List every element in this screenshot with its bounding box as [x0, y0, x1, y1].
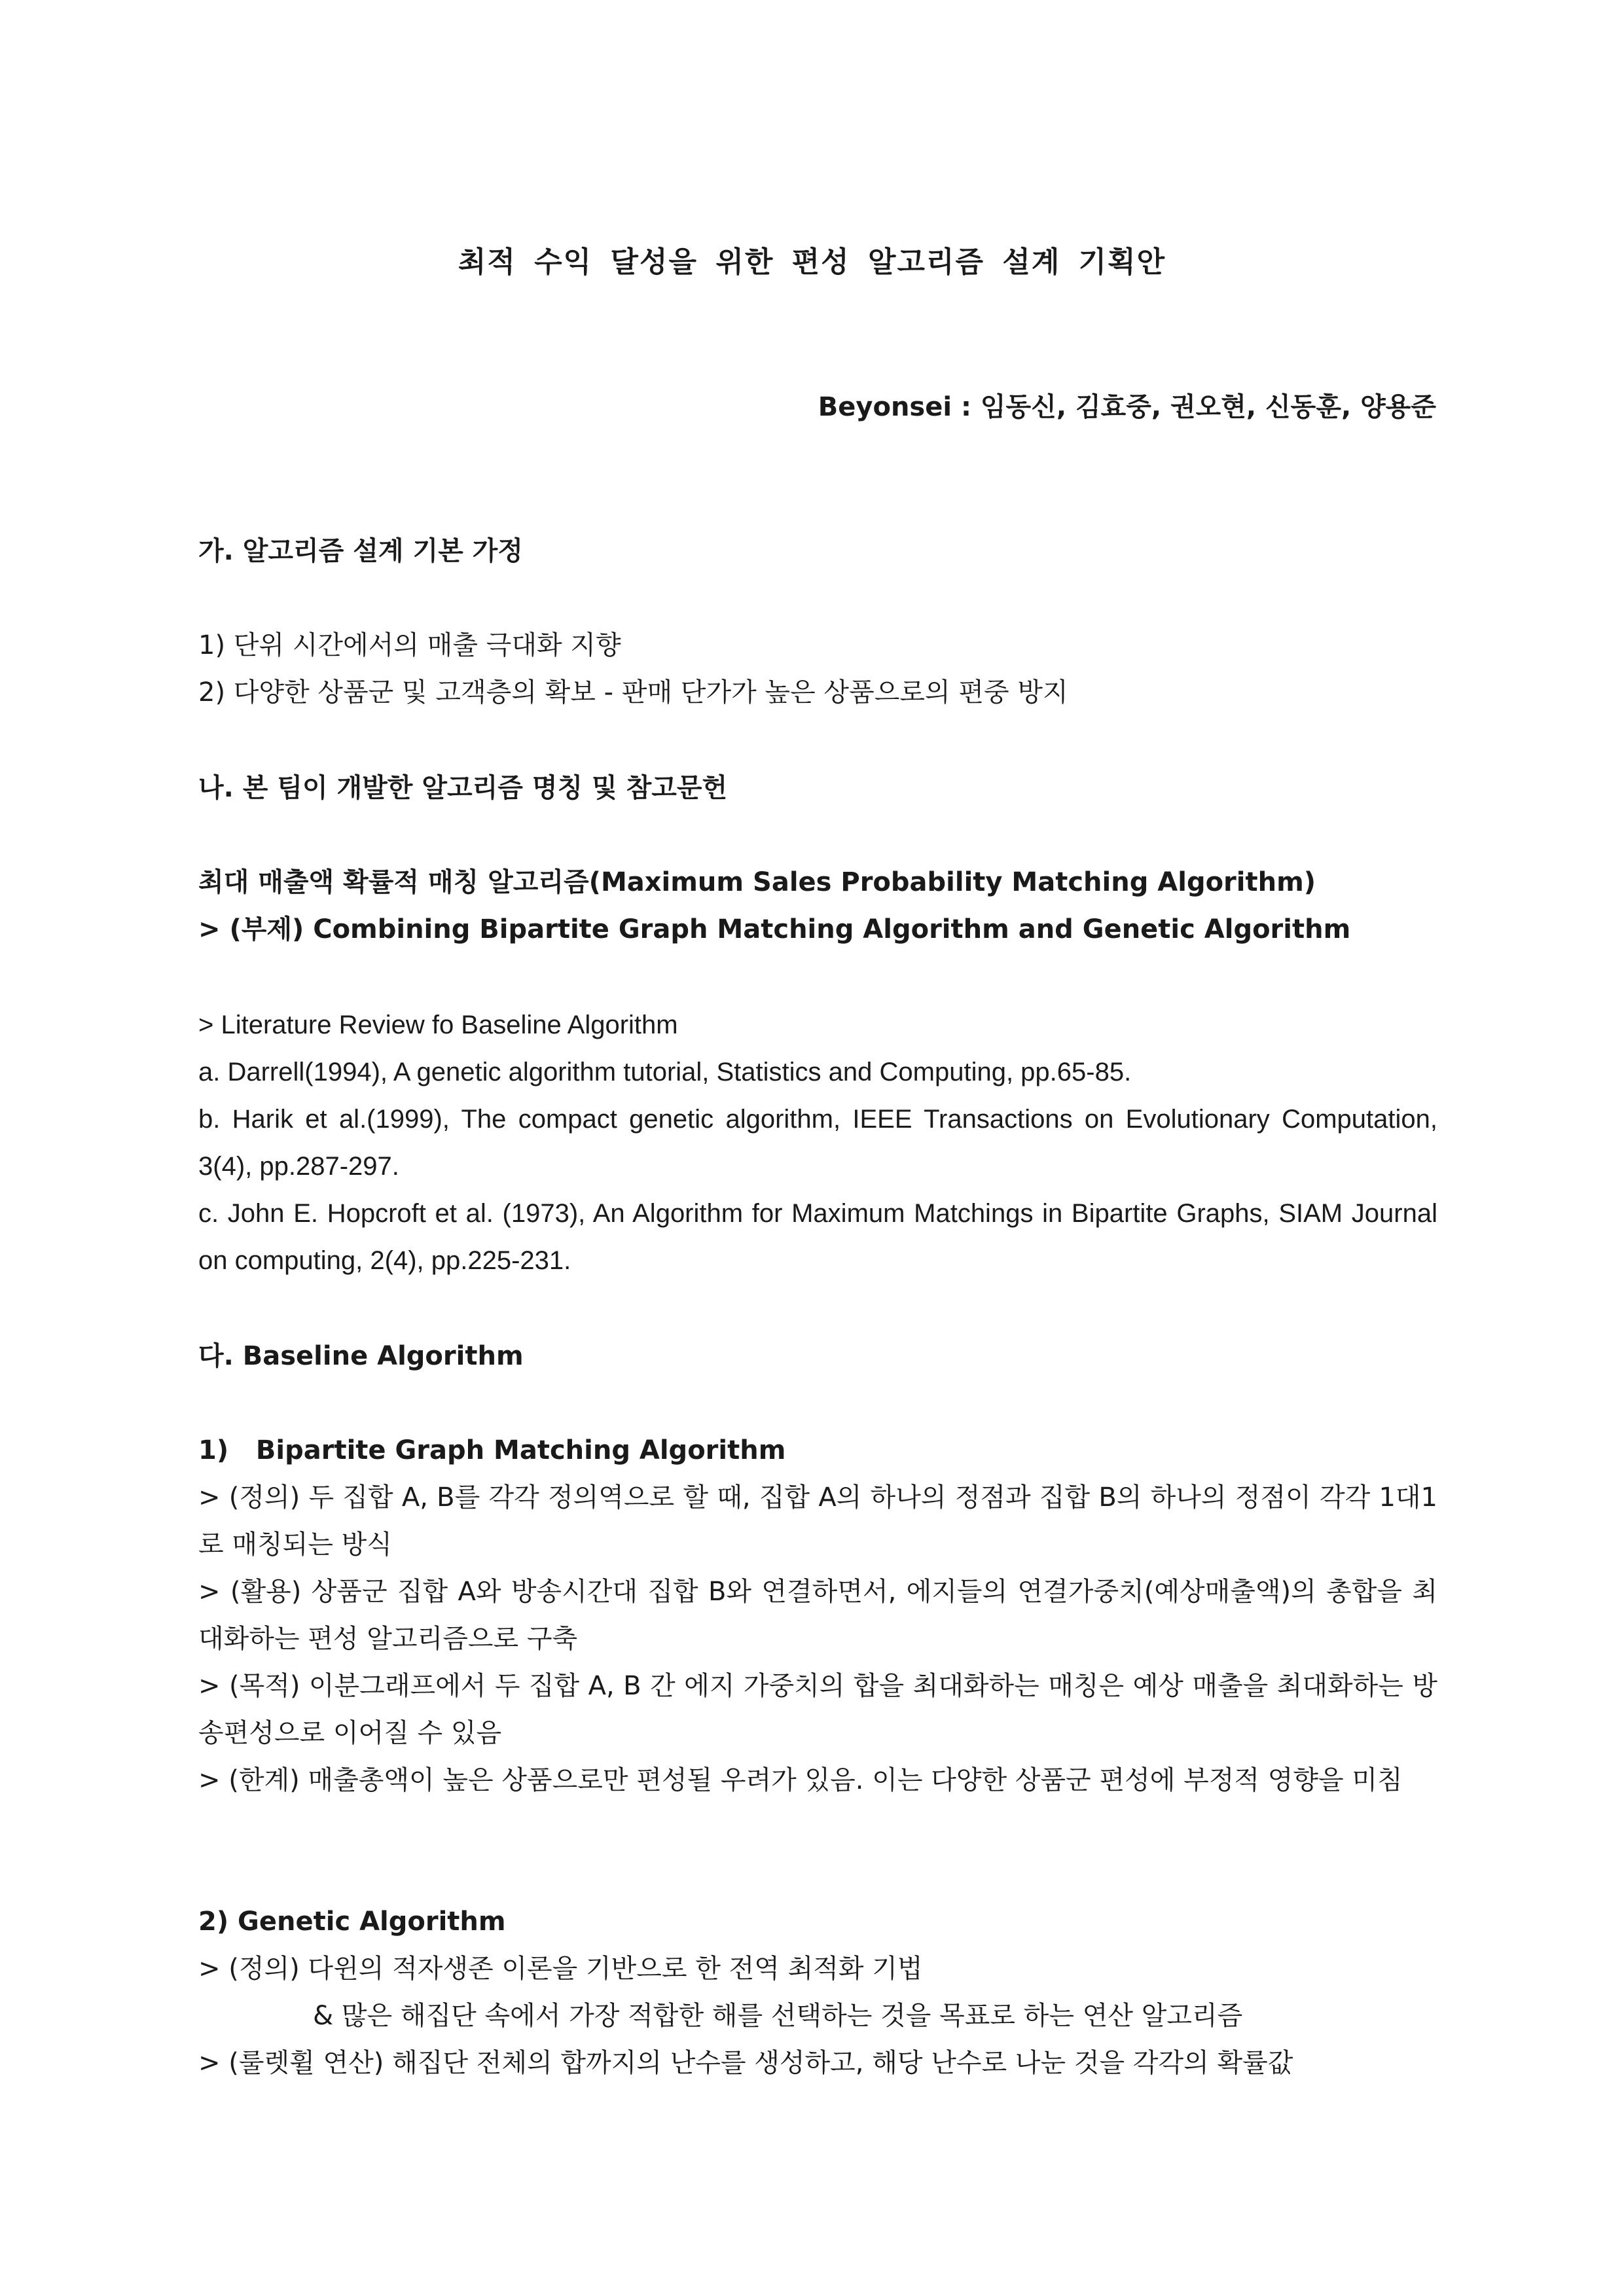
- bipartite-heading: 1) Bipartite Graph Matching Algorithm: [198, 1435, 786, 1465]
- genetic-heading: 2) Genetic Algorithm: [198, 1907, 506, 1937]
- document-title: 최적 수익 달성을 위한 편성 알고리즘 설계 기획안: [458, 245, 1166, 279]
- bipartite-purpose: > (목적) 이분그래프에서 두 집합 A, B 간 에지 가중치의 합을 최대화하는 매칭은 예상 매출을 최대화하는 방송편성으로 이어질 수 있음: [198, 1671, 1437, 1748]
- author-line: Beyonsei : 임동신, 김효중, 권오현, 신동훈, 양용준: [818, 392, 1436, 422]
- section-c-heading: 다. Baseline Algorithm: [198, 1341, 524, 1371]
- genetic-definition: > (정의) 다윈의 적자생존 이론을 기반으로 한 전역 최적화 기법: [198, 1954, 923, 1984]
- section-b-heading: 나. 본 팀이 개발한 알고리즘 명칭 및 참고문헌: [198, 773, 728, 803]
- algorithm-name: 최대 매출액 확률적 매칭 알고리즘(Maximum Sales Probability Matching Algorithm): [198, 867, 1316, 897]
- reference-c: c. John E. Hopcroft et al. (1973), An Algorithm for Maximum Matchings in Bipartite Graphs, SIAM Journal on computing, 2(4), pp.225-231.: [198, 1199, 1437, 1275]
- reference-b: b. Harik et al.(1999), The compact genetic algorithm, IEEE Transactions on Evolutionary Computation, 3(4), pp.287-297.: [198, 1105, 1437, 1181]
- bipartite-limitation: > (한계) 매출총액이 높은 상품으로만 편성될 우려가 있음. 이는 다양한 상품군 편성에 부정적 영향을 미침: [198, 1765, 1403, 1795]
- reference-a: a. Darrell(1994), A genetic algorithm tutorial, Statistics and Computing, pp.65-85.: [198, 1058, 1132, 1086]
- genetic-definition-continued: & 많은 해집단 속에서 가장 적합한 해를 선택하는 것을 목표로 하는 연산 알고리즘: [313, 2001, 1243, 2031]
- section-a-heading: 가. 알고리즘 설계 기본 가정: [198, 536, 523, 566]
- bipartite-usage: > (활용) 상품군 집합 A와 방송시간대 집합 B와 연결하면서, 에지들의 연결가중치(예상매출액)의 총합을 최대화하는 편성 알고리즘으로 구축: [198, 1577, 1437, 1654]
- literature-review-header: > Literature Review fo Baseline Algorithm: [198, 1011, 678, 1039]
- bipartite-definition: > (정의) 두 집합 A, B를 각각 정의역으로 할 때, 집합 A의 하나의 정점과 집합 B의 하나의 정점이 각각 1대1로 매칭되는 방식: [198, 1482, 1437, 1560]
- algorithm-subtitle: > (부제) Combining Bipartite Graph Matching Algorithm and Genetic Algorithm: [198, 914, 1351, 944]
- assumption-item-1: 1) 단위 시간에서의 매출 극대화 지향: [198, 630, 621, 660]
- roulette-wheel-operation: > (룰렛휠 연산) 해집단 전체의 합까지의 난수를 생성하고, 해당 난수로 나눈 것을 각각의 확률값: [198, 2048, 1293, 2078]
- assumption-item-2: 2) 다양한 상품군 및 고객층의 확보 - 판매 단가가 높은 상품으로의 편중 방지: [198, 677, 1068, 708]
